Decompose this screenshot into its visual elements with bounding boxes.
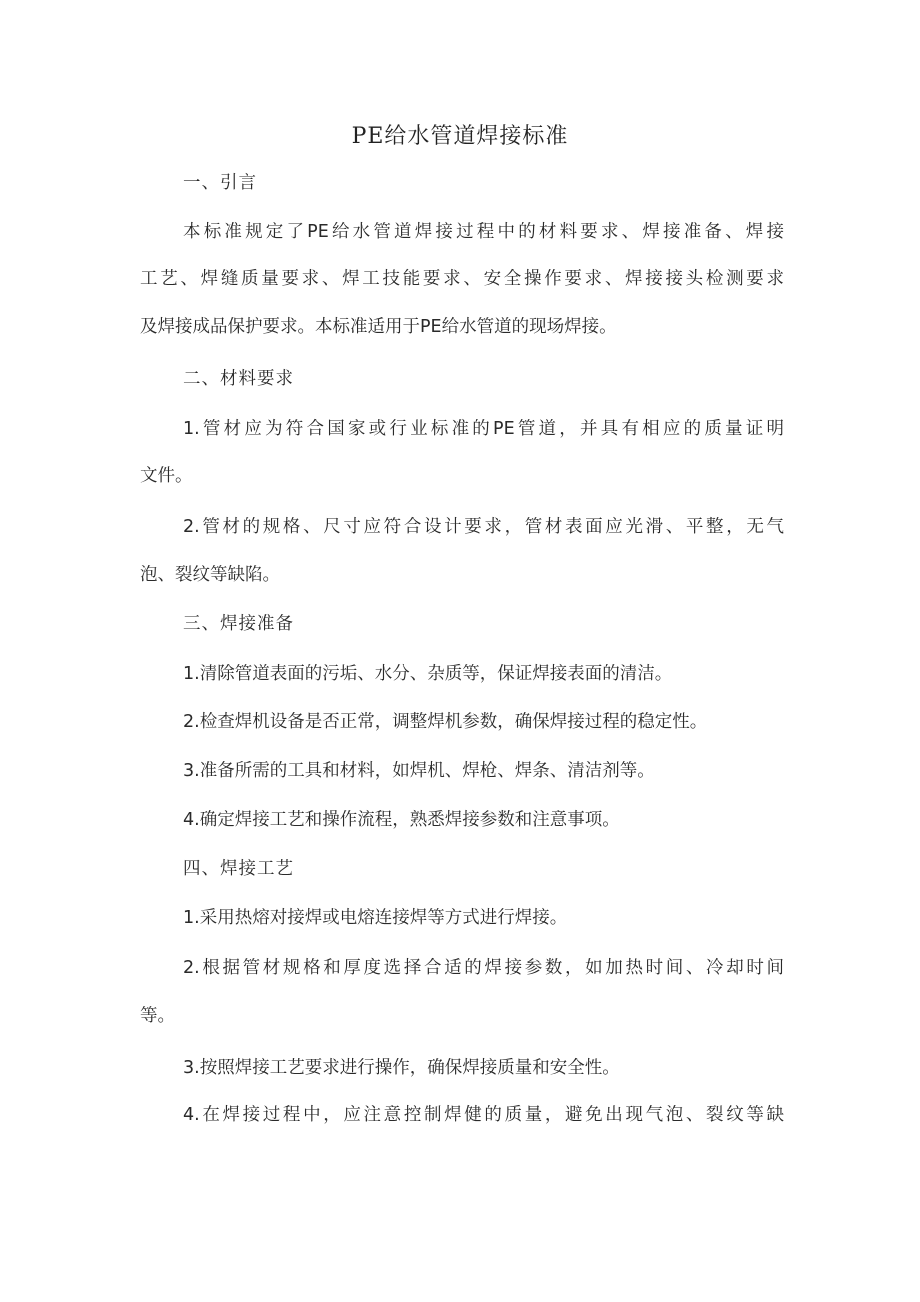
- list-item-line: 2.检查焊机设备是否正常，调整焊机参数，确保焊接过程的稳定性。: [183, 712, 708, 732]
- section-heading-introduction: 一、引言: [183, 173, 257, 193]
- section-heading-materials: 二、材料要求: [183, 369, 294, 389]
- paragraph-line: 本标准规定了PE给水管道焊接过程中的材料要求、焊接准备、焊接: [183, 222, 784, 242]
- section-heading-preparation: 三、焊接准备: [183, 614, 294, 634]
- document-title: PE给水管道焊接标准: [351, 124, 569, 149]
- list-item-line: 文件。: [140, 466, 193, 486]
- list-item-line: 2.根据管材规格和厚度选择合适的焊接参数，如加热时间、冷却时间: [183, 958, 784, 978]
- list-item-line: 1.采用热熔对接焊或电熔连接焊等方式进行焊接。: [183, 908, 568, 928]
- section-heading-welding-process: 四、焊接工艺: [183, 859, 294, 879]
- list-item-line: 3.准备所需的工具和材料，如焊机、焊枪、焊条、清洁剂等。: [183, 761, 655, 781]
- list-item-line: 4.确定焊接工艺和操作流程，熟悉焊接参数和注意事项。: [183, 810, 620, 830]
- paragraph-line: 工艺、焊缝质量要求、焊工技能要求、安全操作要求、焊接接头检测要求: [140, 269, 784, 289]
- paragraph-line: 及焊接成品保护要求。本标准适用于PE给水管道的现场焊接。: [140, 317, 617, 337]
- list-item-line: 等。: [140, 1006, 175, 1026]
- list-item-line: 4.在焊接过程中，应注意控制焊健的质量，避免出现气泡、裂纹等缺: [183, 1105, 784, 1125]
- list-item-line: 1.清除管道表面的污垢、水分、杂质等，保证焊接表面的清洁。: [183, 664, 673, 684]
- list-item-line: 2.管材的规格、尺寸应符合设计要求，管材表面应光滑、平整，无气: [183, 517, 784, 537]
- list-item-line: 1.管材应为符合国家或行业标准的PE管道，并具有相应的质量证明: [183, 419, 784, 439]
- list-item-line: 3.按照焊接工艺要求进行操作，确保焊接质量和安全性。: [183, 1058, 620, 1078]
- list-item-line: 泡、裂纹等缺陷。: [140, 565, 280, 585]
